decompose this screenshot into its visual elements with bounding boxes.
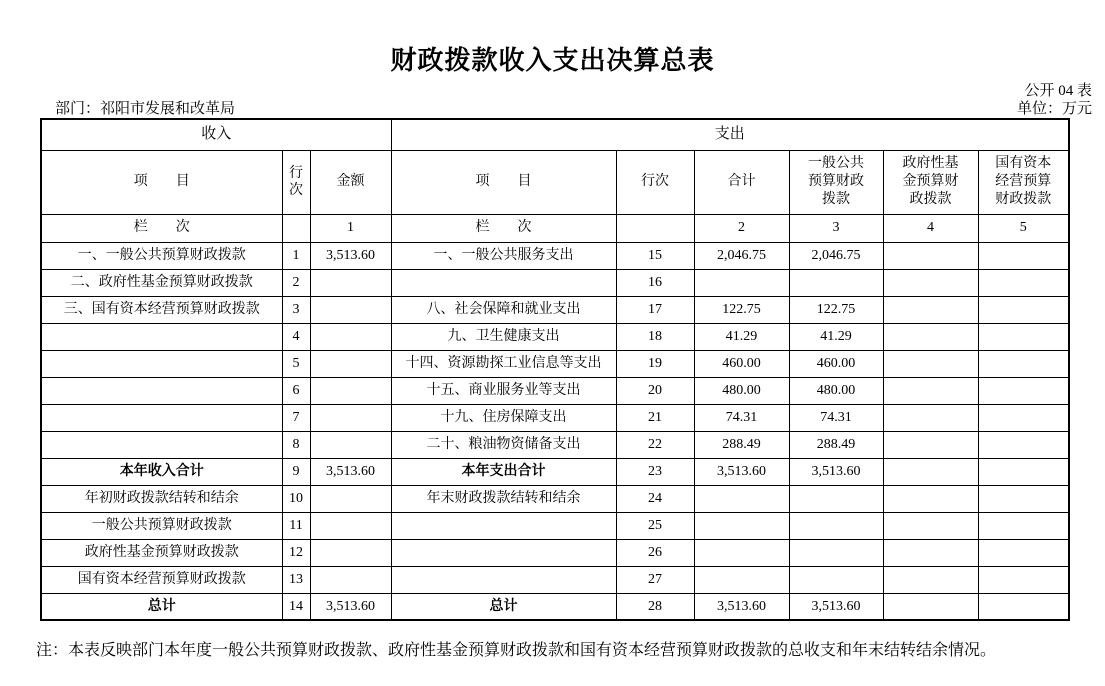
table-row (41, 350, 1069, 377)
expense-general-cell: 460.00 (789, 350, 883, 377)
income-section-header: 收入 (41, 119, 391, 150)
income-column-index-label: 栏 次 (41, 214, 282, 242)
income-rowno-cell: 3 (282, 296, 310, 323)
expense-item-cell: 本年支出合计 (391, 458, 616, 485)
expense-fund-cell (883, 377, 978, 404)
expense-rowno-cell: 18 (616, 323, 694, 350)
expense-column-index-label: 栏 次 (391, 214, 616, 242)
expense-item-cell: 八、社会保障和就业支出 (391, 296, 616, 323)
expense-total-cell (694, 269, 789, 296)
footnote: 注：本表反映部门本年度一般公共预算财政拨款、政府性基金预算财政拨款和国有资本经营预算财政拨款的总收支和年末结转结余情况。 (36, 642, 997, 659)
table-row (41, 485, 1069, 512)
income-amount-cell (310, 296, 391, 323)
table-row (41, 431, 1069, 458)
expense-fund-cell (883, 350, 978, 377)
table-row (41, 377, 1069, 404)
col-header-amount: 金额 (310, 150, 391, 214)
expense-item-cell: 总计 (391, 593, 616, 620)
expense-general-cell (789, 566, 883, 593)
fiscal-summary-table (40, 118, 1070, 621)
column-index-2: 2 (694, 214, 789, 242)
income-rowno-cell: 7 (282, 404, 310, 431)
expense-general-cell (789, 512, 883, 539)
expense-total-cell (694, 485, 789, 512)
expense-capital-cell (978, 431, 1069, 458)
income-amount-cell (310, 269, 391, 296)
col-header-gov-fund-budget (883, 150, 978, 214)
expense-total-cell (694, 566, 789, 593)
expense-fund-cell (883, 512, 978, 539)
expense-rowno-cell: 28 (616, 593, 694, 620)
expense-item-cell (391, 512, 616, 539)
expense-rowno-cell: 21 (616, 404, 694, 431)
col-header-expense-rowno: 行次 (616, 150, 694, 214)
col-header-expense-item: 项 目 (391, 150, 616, 214)
expense-fund-cell (883, 431, 978, 458)
table-row (41, 296, 1069, 323)
income-rowno-cell: 8 (282, 431, 310, 458)
expense-rowno-cell: 17 (616, 296, 694, 323)
income-item-cell (41, 377, 282, 404)
column-index-3: 3 (789, 214, 883, 242)
expense-fund-cell (883, 296, 978, 323)
income-rowno-cell: 10 (282, 485, 310, 512)
income-item-cell (41, 350, 282, 377)
expense-general-cell: 2,046.75 (789, 242, 883, 269)
table-row (41, 269, 1069, 296)
expense-item-cell: 十四、资源勘探工业信息等支出 (391, 350, 616, 377)
expense-total-cell: 2,046.75 (694, 242, 789, 269)
expense-rowno-cell: 25 (616, 512, 694, 539)
expense-total-cell: 3,513.60 (694, 458, 789, 485)
expense-capital-cell (978, 323, 1069, 350)
expense-item-cell (391, 269, 616, 296)
income-item-cell: 总计 (41, 593, 282, 620)
expense-general-cell: 41.29 (789, 323, 883, 350)
income-rowno-cell: 11 (282, 512, 310, 539)
expense-total-cell: 3,513.60 (694, 593, 789, 620)
expense-rowno-cell: 16 (616, 269, 694, 296)
expense-item-cell: 九、卫生健康支出 (391, 323, 616, 350)
expense-capital-cell (978, 458, 1069, 485)
expense-fund-cell (883, 566, 978, 593)
expense-fund-cell (883, 404, 978, 431)
expense-item-cell: 十九、住房保障支出 (391, 404, 616, 431)
col-header-income-rowno: 行次 (282, 150, 310, 214)
expense-total-cell (694, 539, 789, 566)
expense-total-cell: 460.00 (694, 350, 789, 377)
table-row (41, 323, 1069, 350)
income-amount-cell (310, 485, 391, 512)
table-row (41, 539, 1069, 566)
expense-fund-cell (883, 593, 978, 620)
income-rowno-cell: 9 (282, 458, 310, 485)
expense-item-cell: 十五、商业服务业等支出 (391, 377, 616, 404)
col-header-state-capital-budget (978, 150, 1069, 214)
col-header-expense-total: 合计 (694, 150, 789, 214)
expense-fund-cell (883, 539, 978, 566)
income-amount-cell (310, 404, 391, 431)
income-rowno-index-cell (282, 214, 310, 242)
col-header-general-public-budget-text: 一般公共预算财政拨款 (808, 155, 865, 208)
expense-item-cell: 二十、粮油物资储备支出 (391, 431, 616, 458)
expense-capital-cell (978, 512, 1069, 539)
income-amount-cell (310, 377, 391, 404)
income-rowno-cell: 14 (282, 593, 310, 620)
department-label: 部门：祁阳市发展和改革局 (55, 101, 236, 117)
expense-rowno-cell: 27 (616, 566, 694, 593)
income-item-cell: 一、一般公共预算财政拨款 (41, 242, 282, 269)
table-row (41, 404, 1069, 431)
expense-fund-cell (883, 458, 978, 485)
expense-general-cell: 480.00 (789, 377, 883, 404)
expense-capital-cell (978, 485, 1069, 512)
income-amount-cell (310, 539, 391, 566)
expense-total-cell: 480.00 (694, 377, 789, 404)
income-item-cell (41, 431, 282, 458)
income-item-cell: 二、政府性基金预算财政拨款 (41, 269, 282, 296)
expense-general-cell: 74.31 (789, 404, 883, 431)
income-amount-cell: 3,513.60 (310, 242, 391, 269)
income-rowno-cell: 1 (282, 242, 310, 269)
col-header-gov-fund-budget-text: 政府性基金预算财政拨款 (902, 155, 959, 208)
income-item-cell: 政府性基金预算财政拨款 (41, 539, 282, 566)
column-index-5: 5 (978, 214, 1069, 242)
expense-capital-cell (978, 296, 1069, 323)
expense-capital-cell (978, 350, 1069, 377)
expense-general-cell: 3,513.60 (789, 458, 883, 485)
expense-fund-cell (883, 269, 978, 296)
form-meta (1017, 82, 1092, 118)
income-rowno-cell: 12 (282, 539, 310, 566)
expense-rowno-cell: 23 (616, 458, 694, 485)
col-header-general-public-budget (789, 150, 883, 214)
col-header-state-capital-budget-text: 国有资本经营预算财政拨款 (995, 155, 1052, 208)
expense-item-cell (391, 539, 616, 566)
column-index-1: 1 (310, 214, 391, 242)
expense-general-cell: 288.49 (789, 431, 883, 458)
expense-total-cell: 74.31 (694, 404, 789, 431)
table-row (41, 512, 1069, 539)
expenditure-section-header: 支出 (391, 119, 1069, 150)
expense-capital-cell (978, 269, 1069, 296)
income-rowno-cell: 13 (282, 566, 310, 593)
page-title: 财政拨款收入支出决算总表 (390, 46, 715, 75)
expense-total-cell: 41.29 (694, 323, 789, 350)
income-item-cell: 国有资本经营预算财政拨款 (41, 566, 282, 593)
income-rowno-cell: 5 (282, 350, 310, 377)
expense-capital-cell (978, 593, 1069, 620)
expense-item-cell (391, 566, 616, 593)
expense-rowno-cell: 19 (616, 350, 694, 377)
income-rowno-cell: 4 (282, 323, 310, 350)
income-item-cell: 三、国有资本经营预算财政拨款 (41, 296, 282, 323)
expense-capital-cell (978, 566, 1069, 593)
income-rowno-cell: 6 (282, 377, 310, 404)
income-item-cell: 年初财政拨款结转和结余 (41, 485, 282, 512)
unit-label: 单位：万元 (1016, 101, 1092, 117)
expense-general-cell (789, 269, 883, 296)
table-row-grand-total (41, 593, 1069, 620)
expense-rowno-index-cell (616, 214, 694, 242)
form-code-label: 公开 04 表 (1024, 83, 1092, 99)
expense-fund-cell (883, 242, 978, 269)
expense-total-cell (694, 512, 789, 539)
expense-capital-cell (978, 539, 1069, 566)
income-amount-cell (310, 350, 391, 377)
table-row-income-total (41, 458, 1069, 485)
expense-general-cell: 3,513.60 (789, 593, 883, 620)
expense-total-cell: 122.75 (694, 296, 789, 323)
income-item-cell (41, 404, 282, 431)
table-row (41, 242, 1069, 269)
income-item-cell: 本年收入合计 (41, 458, 282, 485)
income-item-cell (41, 323, 282, 350)
expense-total-cell: 288.49 (694, 431, 789, 458)
expense-rowno-cell: 24 (616, 485, 694, 512)
expense-rowno-cell: 22 (616, 431, 694, 458)
income-item-cell: 一般公共预算财政拨款 (41, 512, 282, 539)
expense-general-cell: 122.75 (789, 296, 883, 323)
column-index-4: 4 (883, 214, 978, 242)
income-rowno-cell: 2 (282, 269, 310, 296)
expense-capital-cell (978, 377, 1069, 404)
expense-fund-cell (883, 485, 978, 512)
income-amount-cell: 3,513.60 (310, 593, 391, 620)
expense-capital-cell (978, 404, 1069, 431)
income-amount-cell (310, 323, 391, 350)
expense-rowno-cell: 20 (616, 377, 694, 404)
expense-capital-cell (978, 242, 1069, 269)
expense-rowno-cell: 15 (616, 242, 694, 269)
income-amount-cell: 3,513.60 (310, 458, 391, 485)
income-amount-cell (310, 566, 391, 593)
table-row (41, 566, 1069, 593)
expense-rowno-cell: 26 (616, 539, 694, 566)
income-amount-cell (310, 512, 391, 539)
expense-fund-cell (883, 323, 978, 350)
expense-general-cell (789, 485, 883, 512)
expense-item-cell: 年末财政拨款结转和结余 (391, 485, 616, 512)
expense-general-cell (789, 539, 883, 566)
col-header-income-item: 项 目 (41, 150, 282, 214)
expense-item-cell: 一、一般公共服务支出 (391, 242, 616, 269)
income-amount-cell (310, 431, 391, 458)
